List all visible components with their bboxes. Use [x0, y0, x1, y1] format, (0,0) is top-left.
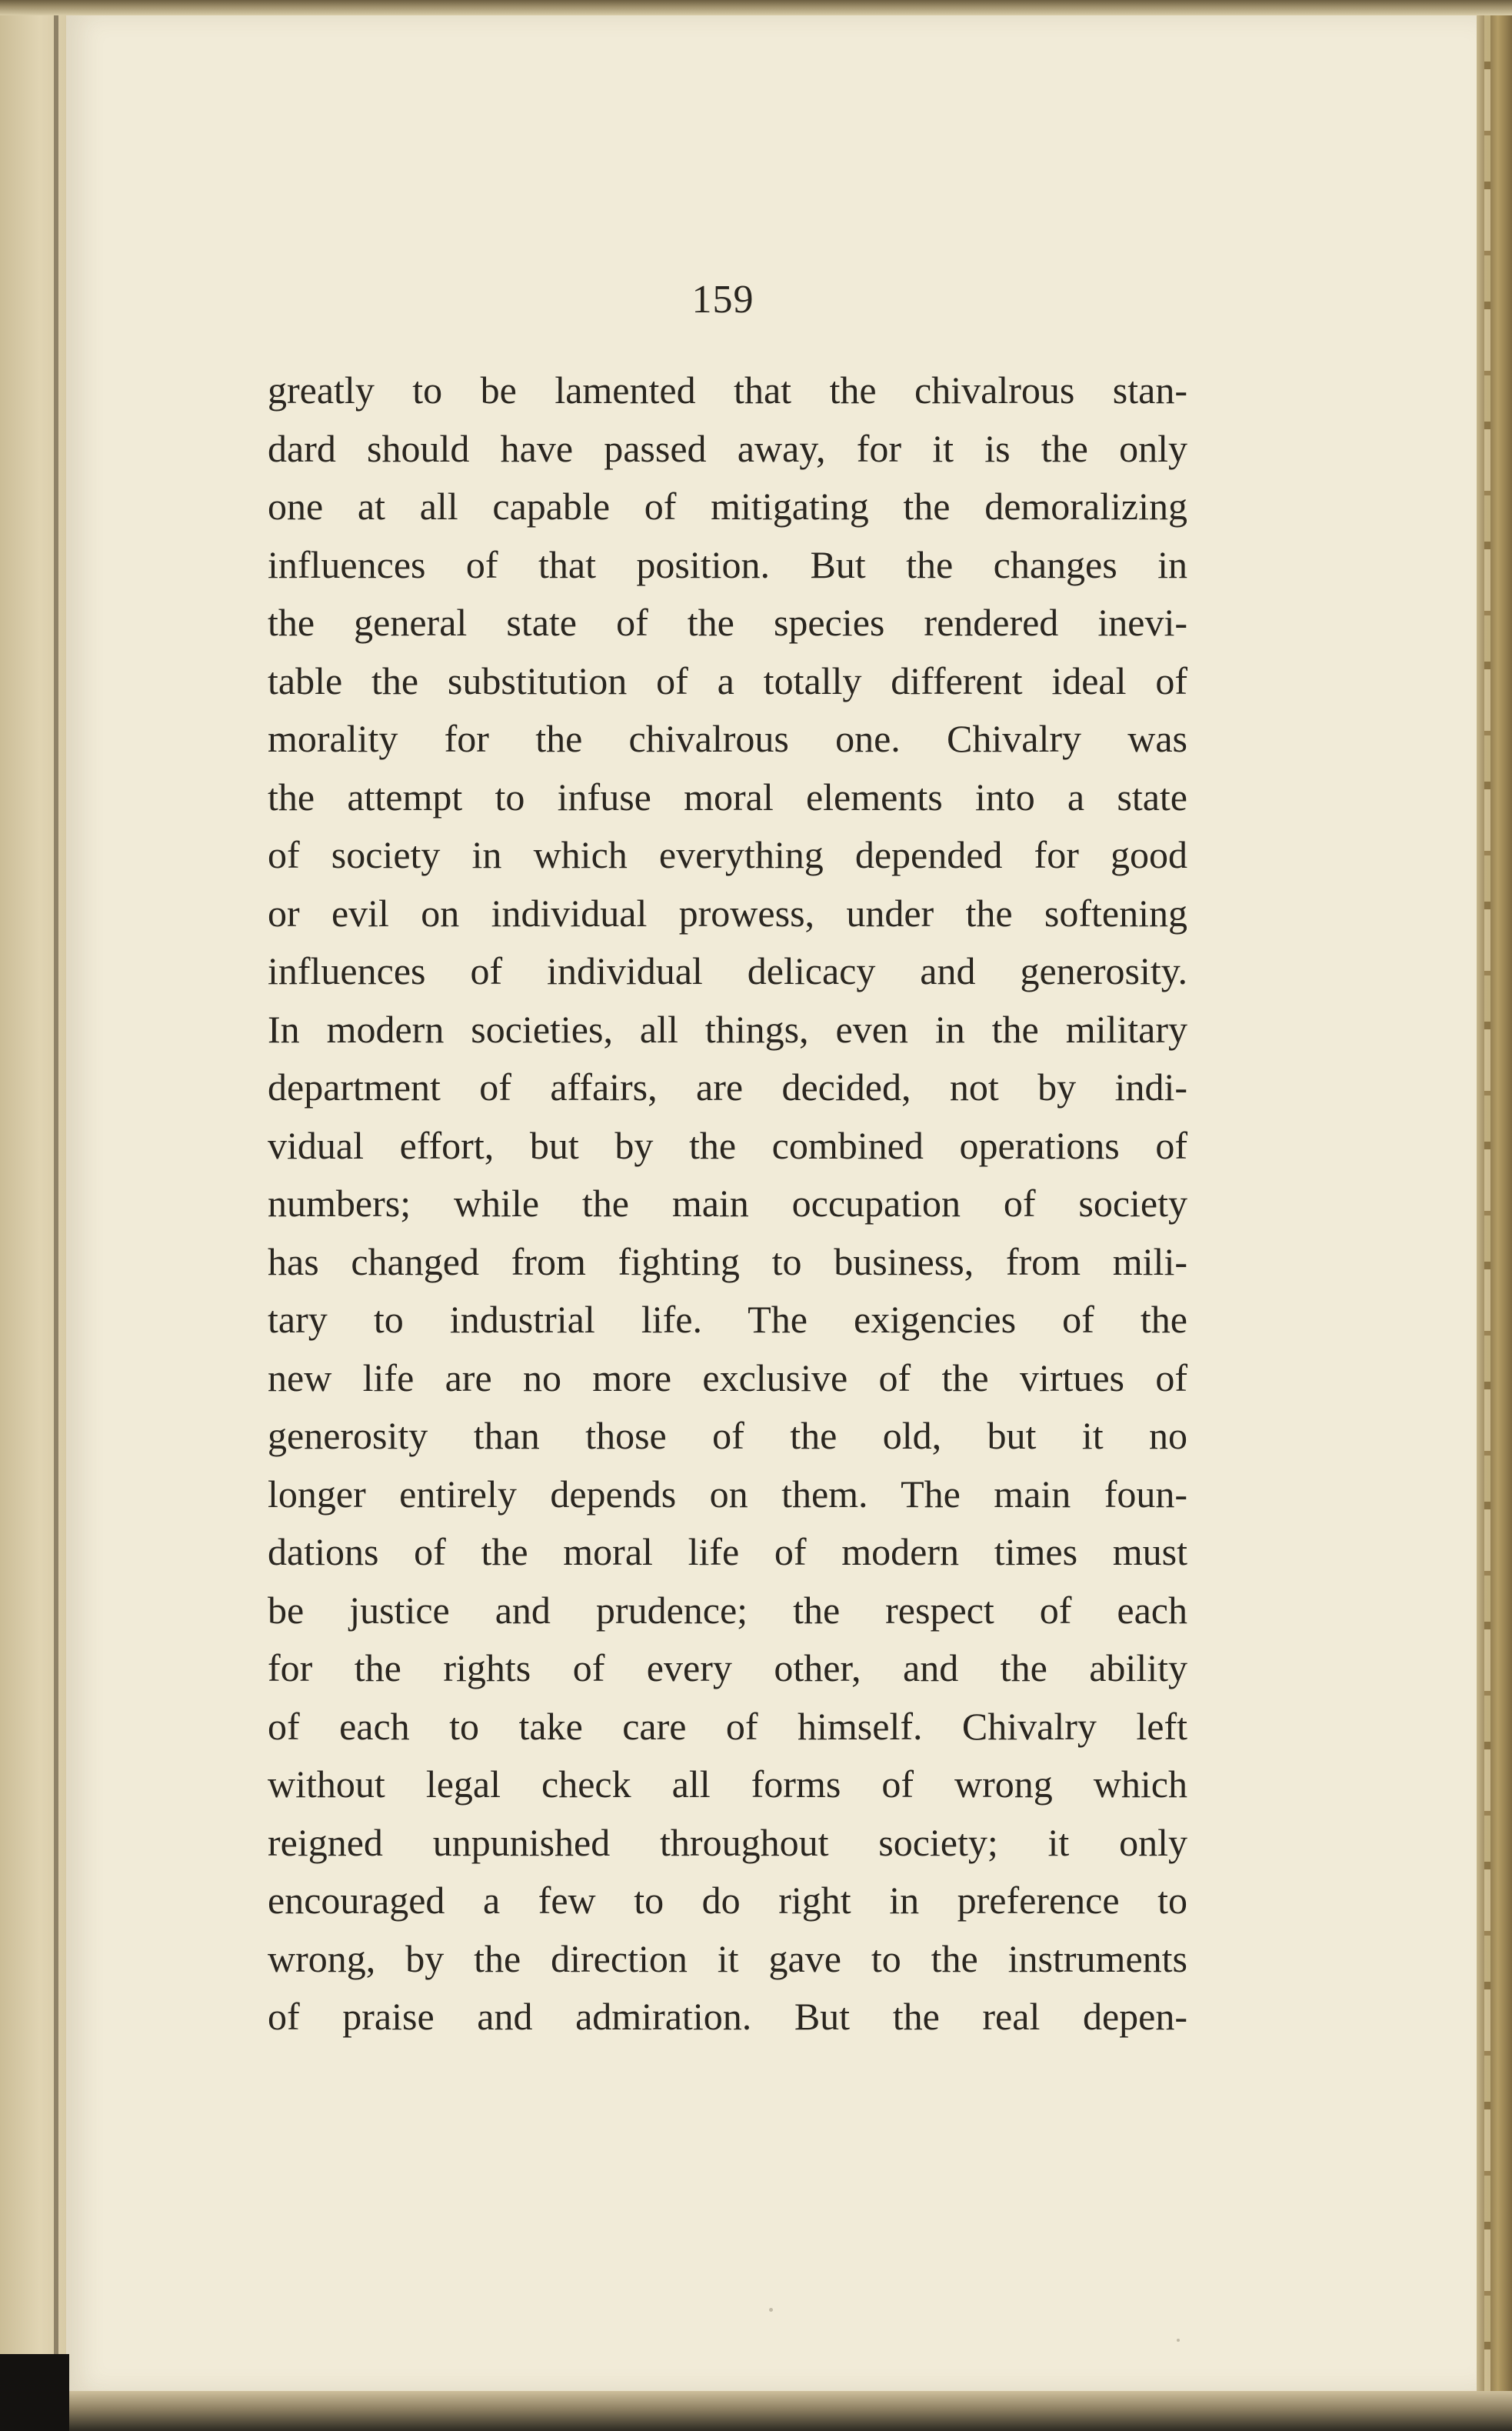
text-line: dard should have passed away, for it is the only: [268, 426, 1187, 470]
text-line: one at all capable of mitigating the demoralizing: [268, 485, 1187, 528]
text-line: wrong, by the direction it gave to the instruments: [268, 1936, 1187, 1980]
text-line: or evil on individual prowess, under the softening: [268, 891, 1187, 935]
page-number: 159: [691, 278, 754, 322]
text-line: table the substitution of a totally different ideal of: [268, 659, 1187, 702]
text-line: influences of individual delicacy and generosity.: [268, 949, 1187, 992]
text-line: generosity than those of the old, but it no: [268, 1414, 1187, 1457]
text-line: department of affairs, are decided, not by indi-: [268, 1065, 1187, 1109]
text-line: numbers; while the main occupation of society: [268, 1182, 1187, 1225]
text-line: dations of the moral life of modern times must: [268, 1530, 1187, 1573]
page-stack-edge: [1484, 15, 1490, 2391]
bottom-page-edge: [0, 2391, 1512, 2431]
text-line: without legal check all forms of wrong which: [268, 1762, 1187, 1806]
text-line: for the rights of every other, and the ability: [268, 1646, 1187, 1689]
text-line: encouraged a few to do right in preference to: [268, 1879, 1187, 1922]
text-line: In modern societies, all things, even in the military: [268, 1007, 1187, 1051]
top-page-edge: [0, 0, 1512, 15]
text-line: longer entirely depends on them. The main foun-: [268, 1472, 1187, 1516]
text-line: the attempt to infuse moral elements into a state: [268, 775, 1187, 819]
paper-spot: [1177, 2339, 1180, 2342]
binding-shadow: [54, 15, 58, 2391]
scan-corner: [0, 2354, 69, 2431]
text-line: tary to industrial life. The exigencies of the: [268, 1298, 1187, 1341]
text-line: be justice and prudence; the respect of each: [268, 1588, 1187, 1632]
paper-spot: [769, 2308, 773, 2312]
text-line: of each to take care of himself. Chivalry left: [268, 1704, 1187, 1748]
right-page-edge: [1477, 0, 1512, 2431]
text-line: of praise and admiration. But the real depen-: [268, 1995, 1187, 2038]
text-line: vidual effort, but by the combined operations of: [268, 1123, 1187, 1167]
body-text: [268, 362, 1187, 2046]
text-line: reigned unpunished throughout society; it only: [268, 1820, 1187, 1864]
text-line: morality for the chivalrous one. Chivalry was: [268, 717, 1187, 760]
text-line: has changed from fighting to business, from mili-: [268, 1239, 1187, 1283]
text-line: influences of that position. But the changes in: [268, 542, 1187, 586]
text-line: new life are no more exclusive of the virtues of: [268, 1356, 1187, 1399]
text-line: of society in which everything depended for good: [268, 833, 1187, 876]
text-line: the general state of the species rendered inevi-: [268, 601, 1187, 644]
text-line: greatly to be lamented that the chivalrous stan-: [268, 368, 1187, 412]
